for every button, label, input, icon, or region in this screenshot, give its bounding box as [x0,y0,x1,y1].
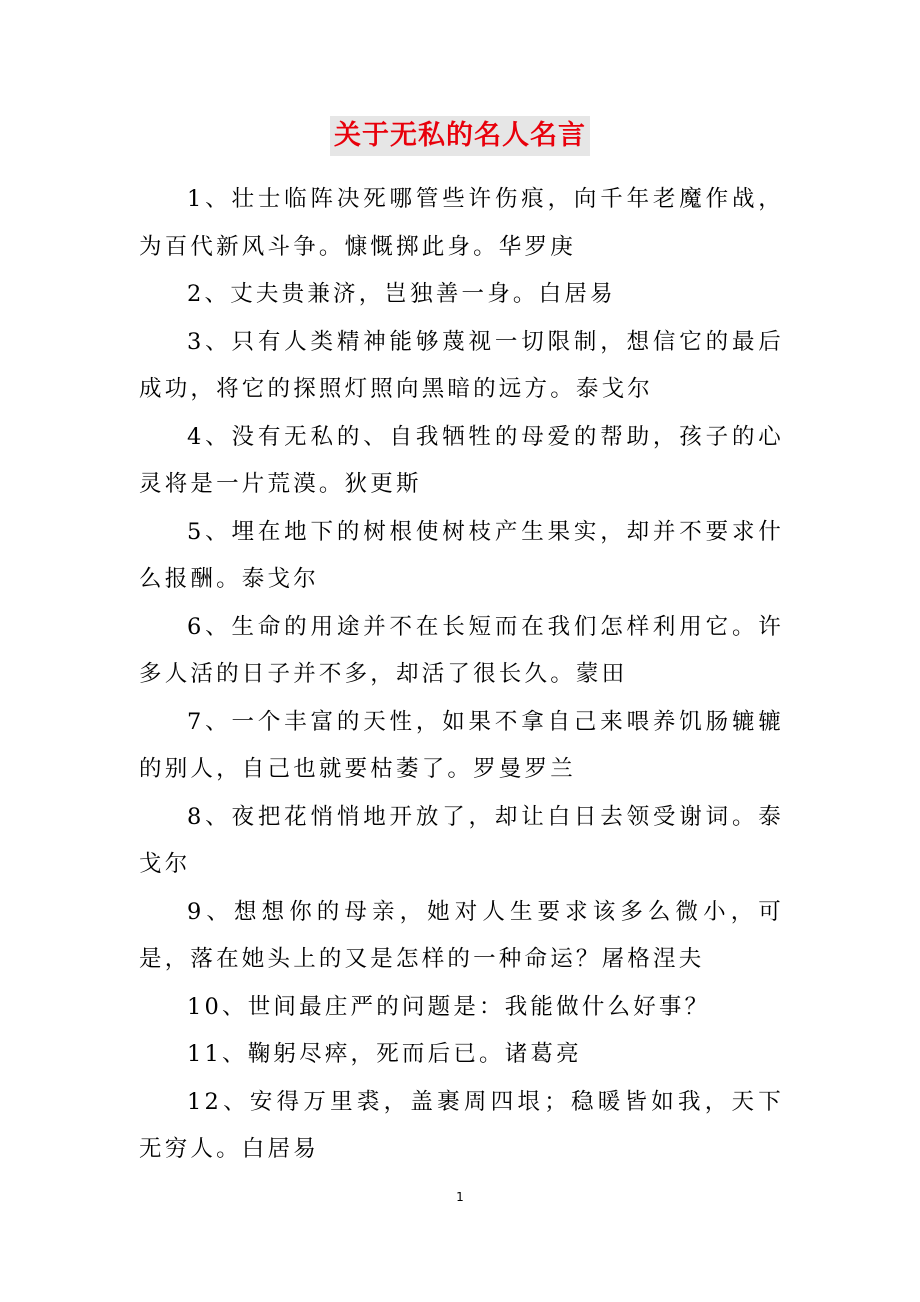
title-container [0,116,920,156]
quote-paragraph: 12、安得万里裘，盖裹周四垠；稳暖皆如我，天下无穷人。白居易 [139,1088,784,1162]
quote-paragraph: 3、只有人类精神能够蔑视一切限制，想信它的最后成功，将它的探照灯照向黑暗的远方。泰戈尔 [139,328,784,402]
page-number: 1 [456,1190,464,1204]
quote-paragraph: 1、壮士临阵决死哪管些许伤痕，向千年老魔作战，为百代新风斗争。慷慨掷此身。华罗庚 [139,186,784,260]
quote-paragraph: 5、埋在地下的树根使树枝产生果实，却并不要求什么报酬。泰戈尔 [139,518,784,592]
quote-paragraph: 11、鞠躬尽瘁，死而后已。诸葛亮 [187,1041,582,1067]
quote-paragraph: 9、想想你的母亲，她对人生要求该多么微小，可是，落在她头上的又是怎样的一种命运？屠格涅夫 [139,898,784,972]
quote-paragraph: 2、丈夫贵兼济，岂独善一身。白居易 [187,281,616,307]
document-title: 关于无私的名人名言 [330,116,590,156]
quote-paragraph: 6、生命的用途并不在长短而在我们怎样利用它。许多人活的日子并不多，却活了很长久。蒙田 [139,613,784,687]
quote-paragraph: 8、夜把花悄悄地开放了，却让白日去领受谢词。泰戈尔 [139,803,784,877]
quote-paragraph: 4、没有无私的、自我牺牲的母爱的帮助，孩子的心灵将是一片荒漠。狄更斯 [139,423,784,497]
quote-paragraph: 10、世间最庄严的问题是：我能做什么好事？ [187,993,711,1020]
document-body [139,176,784,1174]
quote-paragraph: 7、一个丰富的天性，如果不拿自己来喂养饥肠辘辘的别人，自己也就要枯萎了。罗曼罗兰 [139,708,784,782]
